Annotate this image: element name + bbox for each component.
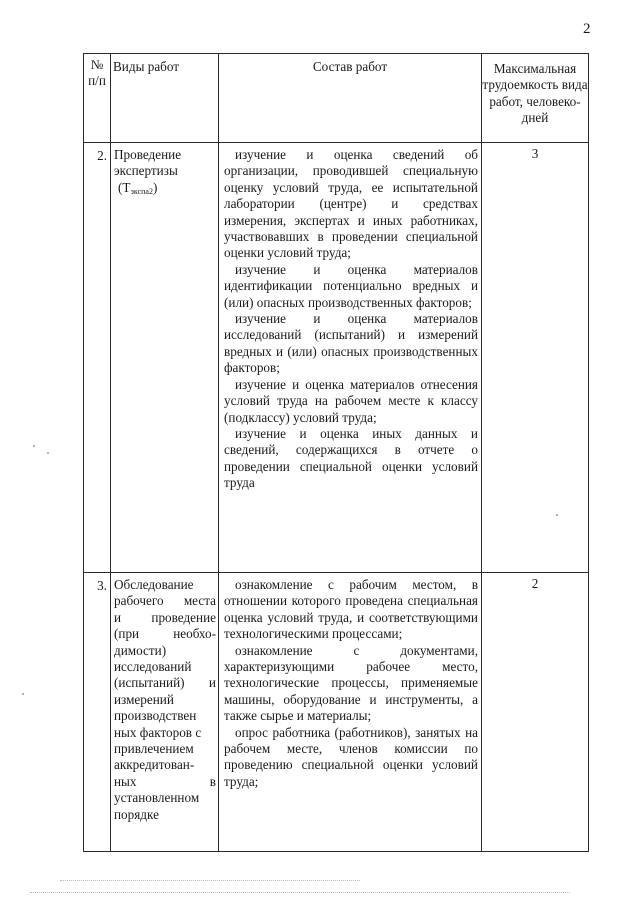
scan-speck	[22, 693, 24, 695]
symbol-letter: Т	[122, 179, 131, 195]
work-type-line: (при необхо-	[114, 626, 216, 642]
page-number: 2	[583, 21, 591, 37]
work-type-line: экспертизы	[114, 163, 178, 179]
work-type-line: ных факторов с	[114, 724, 202, 740]
work-type-line: димости)	[114, 642, 167, 658]
composition-item: изучение и оценка материалов исследований (испытаний) и измерений вредных и (или) опасных производственных факторов;	[224, 311, 478, 376]
row-composition	[219, 573, 482, 852]
row-max-effort: 3	[482, 143, 589, 573]
symbol-subscript: экспа2	[130, 186, 153, 196]
work-type-line: измерений	[114, 691, 174, 707]
work-type-line: установленном	[114, 790, 200, 806]
composition-item: ознакомление с рабочим местом, в отношении которого проведена специальная оценка условий труда, и соответствующими технологическими процессами;	[224, 577, 478, 642]
row-number: 3.	[84, 573, 111, 852]
work-type-line: аккредитован-	[114, 757, 195, 773]
table-header-row	[84, 54, 589, 143]
work-type-symbol: $(Т_{экспа2})$	[118, 179, 158, 196]
work-type-line: ных в	[114, 773, 216, 789]
work-type-line: исследований	[114, 659, 192, 675]
header-max-effort: Максимальная трудоемкость вида работ, человеко-дней	[482, 54, 589, 143]
work-type-line: и проведение	[114, 609, 216, 625]
work-type-line: привлечением	[114, 741, 194, 757]
scan-speck	[556, 514, 558, 516]
works-table	[83, 53, 589, 852]
row-number: 2.	[84, 143, 111, 573]
work-type-line: Проведение	[114, 147, 182, 162]
work-type-line: порядке	[114, 806, 159, 822]
scan-speck	[33, 445, 35, 447]
header-number: № п/п	[84, 54, 111, 143]
header-work-type: Виды работ	[111, 54, 219, 143]
row-max-effort: 2	[482, 573, 589, 852]
composition-item: изучение и оценка материалов идентификации потенциально вредных и (или) опасных производственных факторов;	[224, 261, 478, 310]
composition-item: изучение и оценка иных данных и сведений, содержащихся в отчете о проведении специальной оценки условий труда	[224, 425, 478, 491]
row-work-type	[111, 143, 219, 573]
table-row	[84, 573, 589, 852]
composition-item: ознакомление с документами, характеризующими рабочее место, технологические процессы, применяемые машины, оборудование и инструменты, а также сырье и материалы;	[224, 642, 478, 724]
scan-streak	[30, 892, 570, 894]
work-type-line: Обследование	[114, 577, 194, 592]
table-row	[84, 143, 589, 573]
header-composition: Состав работ	[219, 54, 482, 143]
work-type-line: (испытаний) и	[114, 675, 216, 691]
row-composition	[219, 143, 482, 573]
scan-speck	[47, 452, 49, 454]
composition-item: изучение и оценка сведений об организации, проводившей специальную оценку условий труда, ее испытательной лаборатории (центре) и средствах измерения, экспертах и иных работниках, участвовавших в проведении специальной оценки условий труда;	[224, 147, 478, 261]
composition-item: изучение и оценка материалов отнесения условий труда на рабочем месте к классу (подклассу) условий труда;	[224, 376, 478, 425]
row-work-type	[111, 573, 219, 852]
composition-item: опрос работника (работников), занятых на рабочем месте, членов комиссии по проведению специальной оценки условий труда;	[224, 724, 478, 789]
scan-streak	[60, 880, 360, 882]
work-type-line: рабочего места	[114, 593, 216, 609]
work-type-line: производствен	[114, 708, 197, 724]
